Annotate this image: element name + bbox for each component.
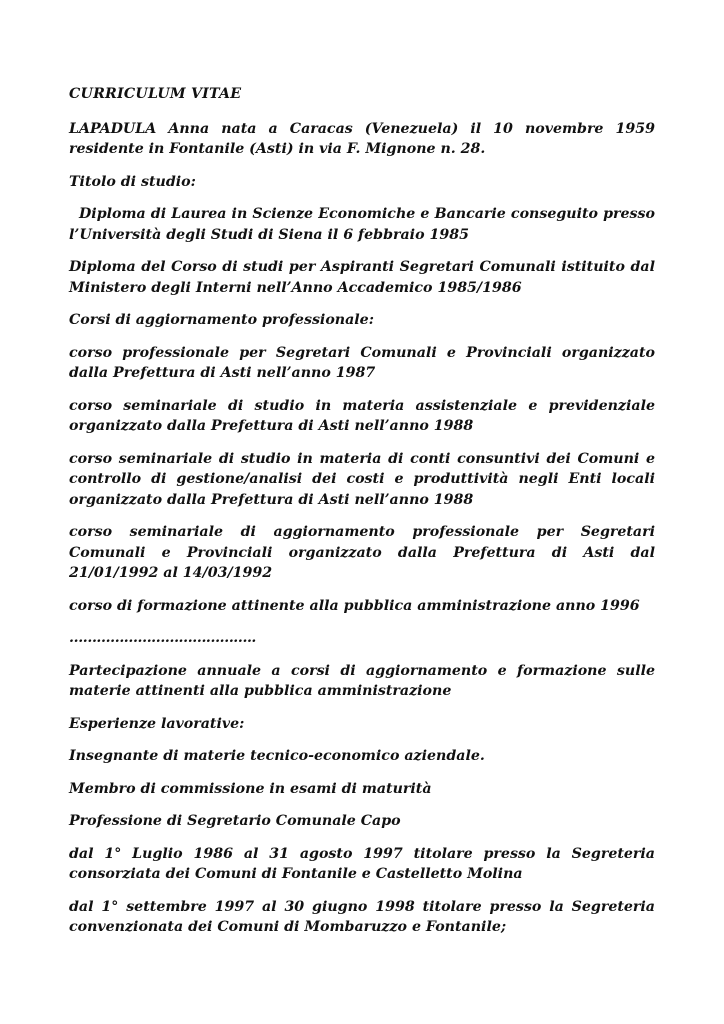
experience-heading: Esperienze lavorative: [69, 715, 245, 732]
education-item-diploma: Diploma del Corso di studi per Aspiranti Segretari Comunali istituito dal Ministero degli Interni nell’Anno Accademico 1985/1986 [69, 259, 655, 296]
annual-training: Partecipazione annuale a corsi di aggiornamento e formazione sulle materie attinenti alla pubblica amministrazione [69, 662, 655, 699]
experience-item: dal 1° Luglio 1986 al 31 agosto 1997 titolare presso la Segreteria consorziata dei Comuni di Fontanile e Castelletto Molina [69, 845, 655, 882]
personal-info: LAPADULA Anna nata a Caracas (Venezuela) il 10 novembre 1959 residente in Fontanile (Asti) in via F. Mignone n. 28. [69, 120, 655, 157]
course-item: corso seminariale di studio in materia assistenziale e previdenziale organizzato dalla Prefettura di Asti nell’anno 1988 [69, 397, 655, 434]
course-item: corso professionale per Segretari Comunali e Provinciali organizzato dalla Prefettura di Asti nell’anno 1987 [69, 344, 655, 381]
experience-item: Membro di commissione in esami di maturità [69, 780, 432, 797]
course-item: corso seminariale di studio in materia di conti consuntivi dei Comuni e controllo di gestione/analisi dei costi e produttività negli Enti locali organizzato dalla Prefettura di Asti nell’anno 1988 [69, 450, 655, 508]
ellipsis-separator: ………………………………….. [69, 630, 256, 646]
education-item-degree: Diploma di Laurea in Scienze Economiche e Bancarie conseguito presso l’Università degli Studi di Siena il 6 febbraio 1985 [69, 206, 655, 243]
document-page [69, 84, 655, 950]
experience-item: Professione di Segretario Comunale Capo [69, 813, 401, 829]
document-title: CURRICULUM VITAE [69, 86, 242, 102]
education-heading: Titolo di studio: [69, 173, 196, 190]
courses-heading: Corsi di aggiornamento professionale: [69, 312, 374, 328]
course-item: corso seminariale di aggiornamento professionale per Segretari Comunali e Provinciali organizzato dalla Prefettura di Asti dal 21/01/1992 al 14/03/1992 [69, 524, 655, 581]
experience-item: dal 1° settembre 1997 al 30 giugno 1998 titolare presso la Segreteria convenzionata dei Comuni di Mombaruzzo e Fontanile; [69, 898, 655, 935]
experience-item: Insegnante di materie tecnico-economico aziendale. [69, 748, 485, 764]
course-item: corso di formazione attinente alla pubblica amministrazione anno 1996 [69, 597, 640, 614]
